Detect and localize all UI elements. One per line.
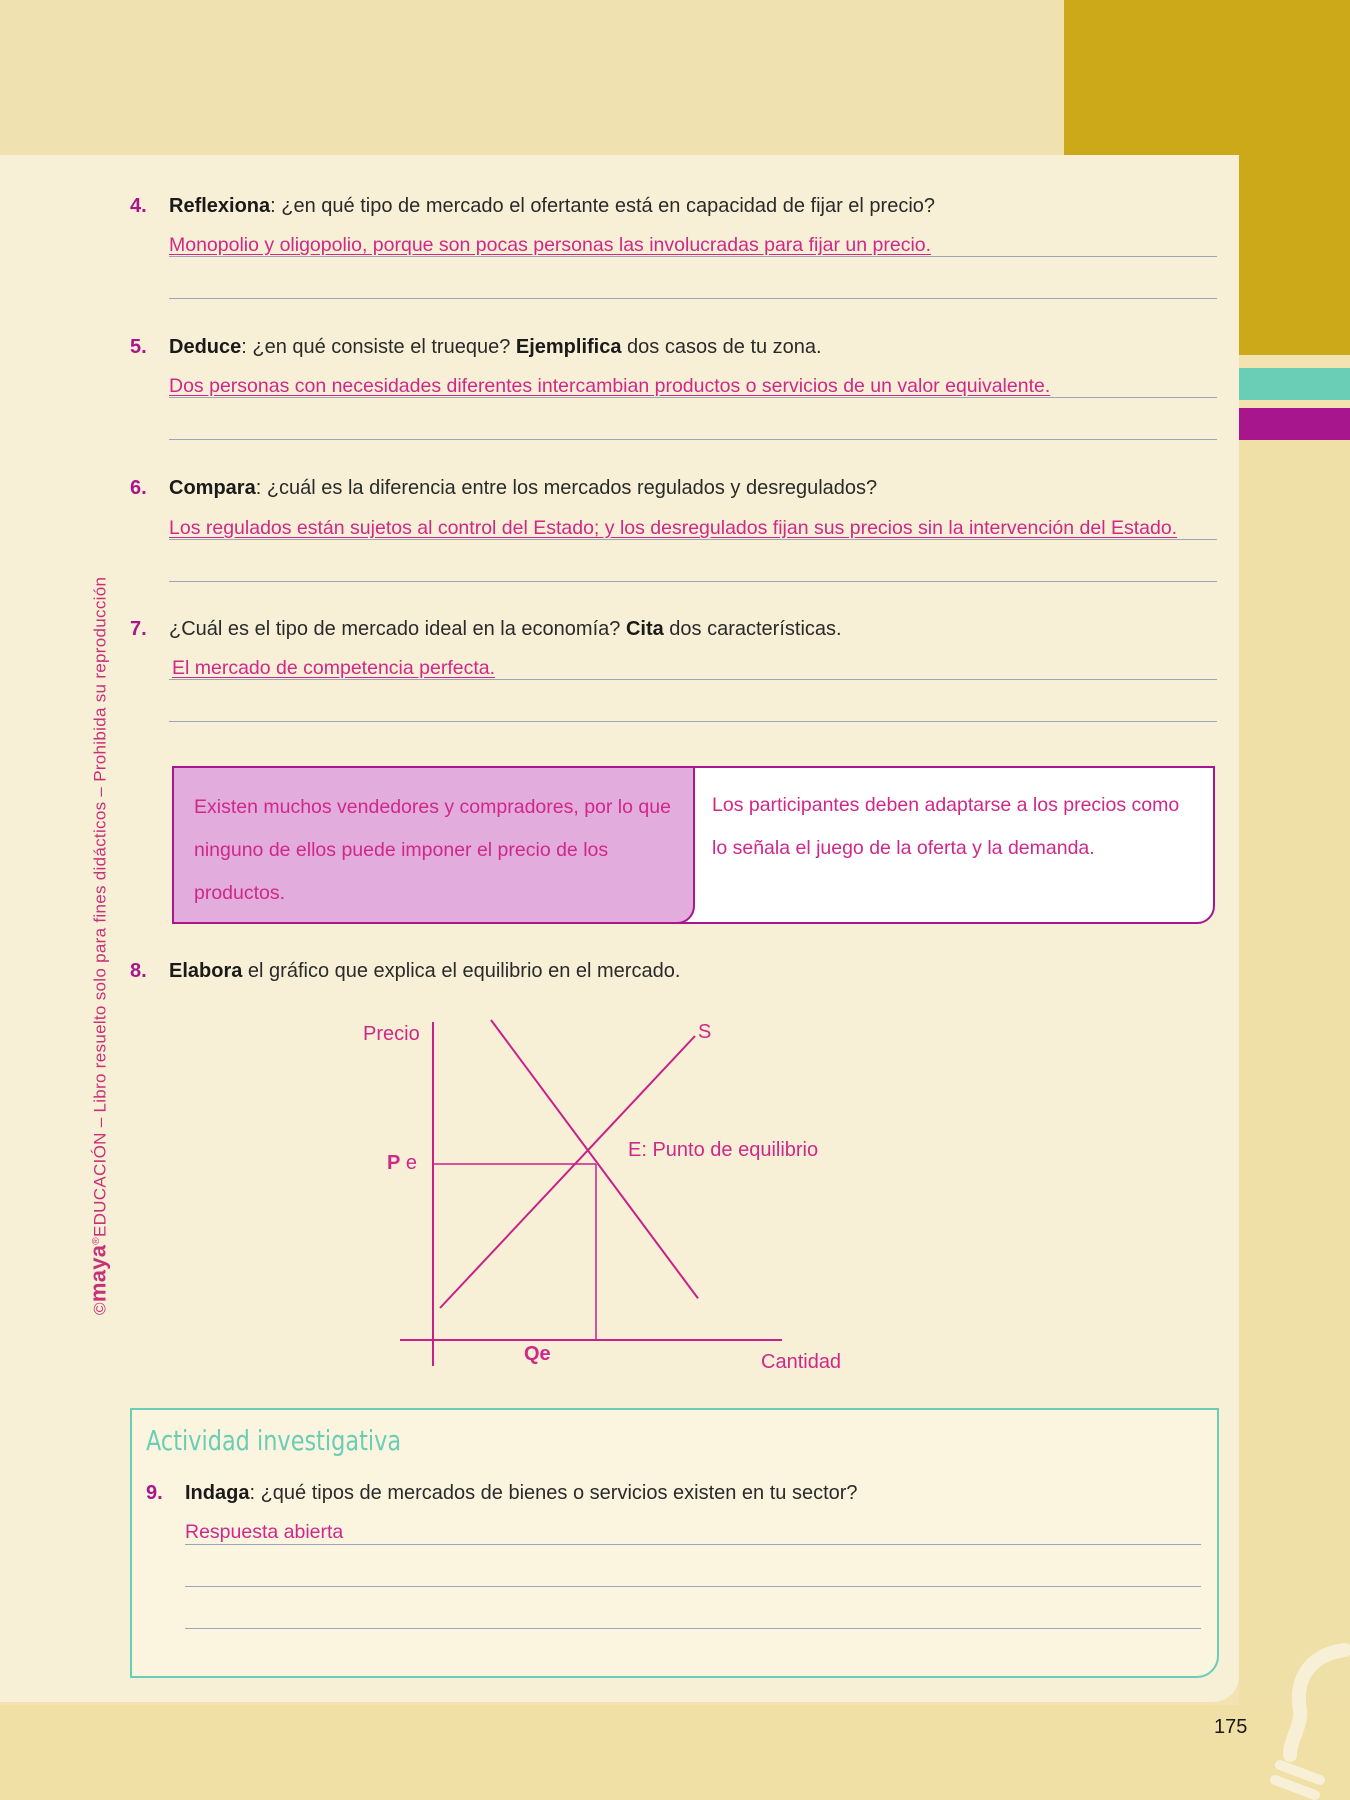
activity-title: Actividad investigativa xyxy=(146,1424,402,1457)
question-verb: Elabora xyxy=(169,960,243,982)
research-activity-box xyxy=(130,1408,1219,1678)
answer-line xyxy=(169,721,1217,722)
answer-line xyxy=(169,298,1217,299)
question-number: 8. xyxy=(130,960,147,982)
question-number: 5. xyxy=(130,336,147,358)
answer-7: El mercado de competencia perfecta. xyxy=(172,657,496,679)
question-verb: Cita xyxy=(625,618,664,640)
question-text: Indaga: ¿qué tipos de mercados de bienes o servicios existen en tu sector? xyxy=(185,1482,858,1504)
answer-line xyxy=(169,539,1217,540)
quantity-equilibrium-label: Qe xyxy=(524,1343,551,1365)
answer-5: Dos personas con necesidades diferentes intercambian productos o servicios de un valor equivalente. xyxy=(169,375,1051,397)
teal-side-strip xyxy=(1239,368,1350,400)
copyright-notice: EDUCACIÓN – Libro resuelto solo para fines didácticos – Prohibida su reproducción xyxy=(90,576,110,1238)
answer-line xyxy=(169,679,1217,680)
question-verb: Deduce xyxy=(169,336,242,358)
price-equilibrium-label: P e xyxy=(387,1152,418,1174)
question-number: 4. xyxy=(130,195,147,217)
pale-side-strip xyxy=(1239,440,1350,1705)
answer-line xyxy=(169,439,1217,440)
question-verb: Reflexiona xyxy=(169,195,271,217)
question-text: Deduce: ¿en qué consiste el trueque? Ejemplifica dos casos de tu zona. xyxy=(169,336,822,358)
copyright-symbol: © xyxy=(90,1302,110,1315)
answer-9: Respuesta abierta xyxy=(185,1521,344,1543)
brand-logo-text: maya xyxy=(85,1244,111,1303)
answer-line xyxy=(185,1544,1201,1545)
gold-side-strip xyxy=(1239,155,1350,355)
question-number: 9. xyxy=(146,1482,163,1504)
lightbulb-icon xyxy=(1250,1630,1350,1800)
question-text: ¿Cuál es el tipo de mercado ideal en la economía? Cita dos características. xyxy=(169,618,842,640)
answer-4: Monopolio y oligopolio, porque son pocas personas las involucradas para fijar un precio. xyxy=(169,234,932,256)
gold-corner-tab xyxy=(1064,0,1350,155)
answer-line xyxy=(169,581,1217,582)
x-axis-label: Cantidad xyxy=(761,1351,842,1373)
top-band xyxy=(0,0,1064,155)
supply-label: S xyxy=(698,1021,712,1043)
answer-line xyxy=(169,397,1217,398)
equilibrium-label: E: Punto de equilibrio xyxy=(628,1139,819,1161)
question-number: 6. xyxy=(130,477,147,499)
answer-line xyxy=(185,1628,1201,1629)
page-number: 175 xyxy=(1214,1716,1248,1738)
question-text: Compara: ¿cuál es la diferencia entre los mercados regulados y desregulados? xyxy=(169,477,878,499)
question-text: Elabora el gráfico que explica el equilibrio en el mercado. xyxy=(169,960,681,982)
characteristic-2: Los participantes deben adaptarse a los precios como lo señala el juego de la oferta y la demanda. xyxy=(712,794,1180,859)
characteristics-box xyxy=(172,766,1215,924)
question-verb: Compara xyxy=(169,477,256,499)
answer-line xyxy=(185,1586,1201,1587)
magenta-side-strip xyxy=(1239,408,1350,440)
question-number: 7. xyxy=(130,618,147,640)
question-verb-2: Ejemplifica xyxy=(515,336,622,358)
characteristic-1: Existen muchos vendedores y compradores, por lo que ninguno de ellos puede imponer el precio de los productos. xyxy=(172,766,695,924)
registered-mark: ® xyxy=(91,1237,102,1245)
equilibrium-chart xyxy=(350,1010,910,1380)
copyright-side-text xyxy=(82,475,112,1315)
answer-line xyxy=(169,256,1217,257)
y-axis-label: Precio xyxy=(363,1023,420,1045)
supply-curve xyxy=(440,1036,695,1308)
question-verb: Indaga xyxy=(185,1482,250,1504)
bottom-band xyxy=(0,1705,1350,1800)
question-text: Reflexiona: ¿en qué tipo de mercado el ofertante está en capacidad de fijar el precio? xyxy=(169,195,936,217)
answer-6: Los regulados están sujetos al control del Estado; y los desregulados fijan sus precios sin la intervención del Estado. xyxy=(169,517,1178,539)
